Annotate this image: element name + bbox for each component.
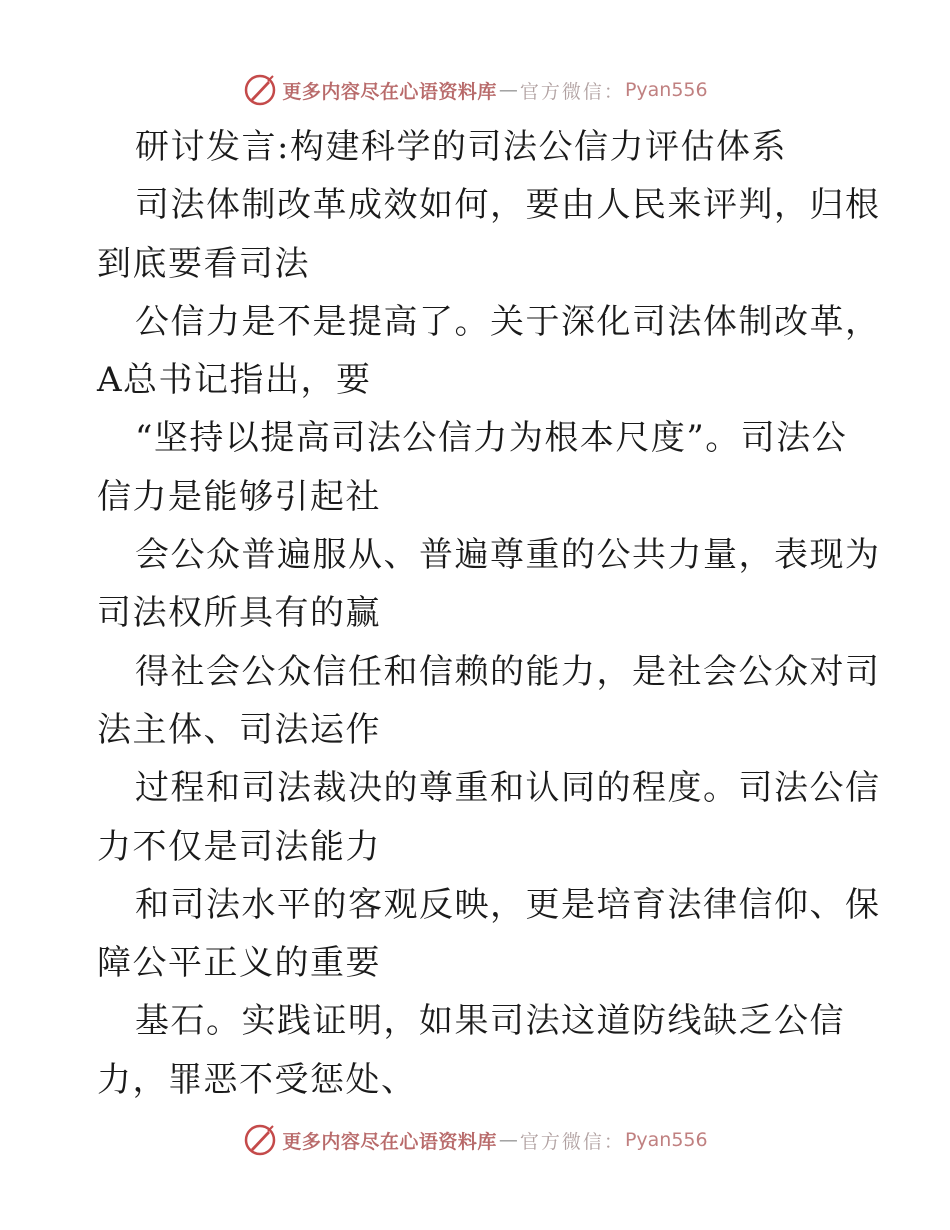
text-line: 基石。实践证明，如果司法这道防线缺乏公信 [135, 1001, 845, 1042]
text-line: 司法权所具有的赢 [97, 593, 381, 634]
text-line: 公信力是不是提高了。关于深化司法体制改革， [135, 301, 881, 342]
quill-pen-circle-icon [242, 1122, 278, 1158]
document-body [97, 118, 881, 1109]
text-line: 得社会公众信任和信赖的能力，是社会公众对司 [135, 651, 881, 692]
text-line: 力不仅是司法能力 [97, 826, 381, 867]
text-line: 司法体制改革成效如何，要由人民来评判，归根 [135, 185, 881, 226]
text-line: 障公平正义的重要 [97, 943, 381, 984]
text-line: 过程和司法裁决的尊重和认同的程度。司法公信 [135, 768, 881, 809]
text-line: 信力是能够引起社 [97, 476, 381, 517]
text-line: 会公众普遍服从、普遍尊重的公共力量，表现为 [135, 535, 881, 576]
text-line: “坚持以提高司法公信力为根本尺度”。司法公 [135, 418, 848, 459]
watermark-separator: — [498, 79, 518, 101]
watermark-wechat-label: 官方微信： [519, 80, 625, 103]
document-title: 研讨发言:构建科学的司法公信力评估体系 [135, 127, 787, 167]
text-line: 力，罪恶不受惩处、 [97, 1059, 417, 1100]
watermark-wechat-label: 官方微信： [519, 1130, 625, 1153]
watermark-separator: — [498, 1129, 518, 1151]
text-line: 法主体、司法运作 [97, 709, 381, 750]
watermark-wechat-id: Pyan556 [624, 1129, 708, 1151]
watermark-brand: 更多内容尽在心语资料库 [282, 1130, 497, 1153]
text-line: A总书记指出，要 [97, 360, 372, 401]
footer-watermark [0, 1120, 950, 1160]
header-watermark [0, 70, 950, 110]
watermark-brand: 更多内容尽在心语资料库 [282, 80, 497, 103]
quill-pen-circle-icon [242, 72, 278, 108]
text-line: 和司法水平的客观反映，更是培育法律信仰、保 [135, 884, 881, 925]
watermark-wechat-id: Pyan556 [624, 79, 708, 101]
text-line: 到底要看司法 [97, 243, 310, 284]
